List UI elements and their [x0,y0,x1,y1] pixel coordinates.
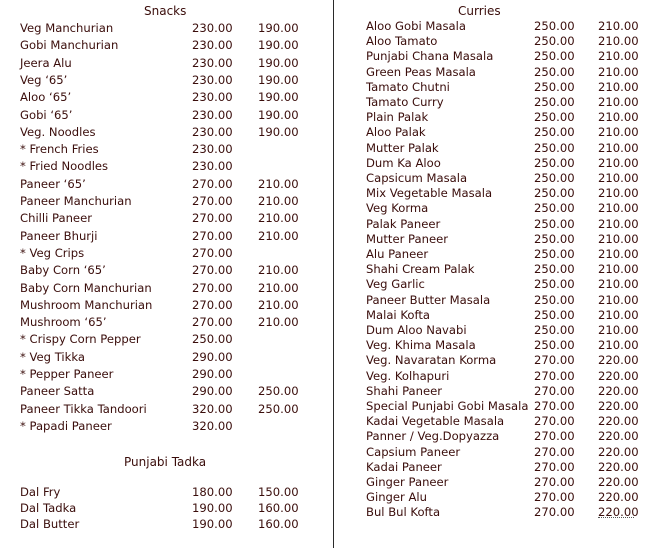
item-name: Capsicum Masala [366,171,468,185]
item-name: Paneer Tikka Tandoori [20,401,147,416]
item-price-half: 210.00 [258,315,299,330]
item-price-full: 250.00 [534,247,575,261]
item-price-half: 220.00 [598,490,639,505]
menu-item-row [366,231,650,247]
menu-item-row [20,72,320,88]
menu-item-row [20,124,320,140]
item-price-full: 250.00 [534,49,575,64]
item-price-half: 210.00 [598,95,639,109]
item-price-half: 160.00 [258,517,299,531]
item-price-full: 230.00 [192,55,233,70]
menu-item-row [20,418,320,434]
menu-item-row [20,193,320,209]
menu-item-row [20,297,320,313]
item-name: Shahi Paneer [366,383,443,398]
item-price-half: 210.00 [258,176,299,191]
item-price-full: 190.00 [192,517,233,531]
item-price-half: 190.00 [258,38,299,53]
item-price-full: 250.00 [534,338,575,353]
menu-item-row [366,216,650,232]
menu-item-row [366,155,650,171]
item-price-full: 270.00 [192,280,233,295]
item-price-full: 270.00 [192,315,233,330]
item-price-half: 190.00 [258,55,299,70]
menu-item-row [20,20,320,36]
item-price-half: 210.00 [598,186,639,201]
item-price-half: 210.00 [598,171,639,185]
item-price-half: 210.00 [258,228,299,243]
item-name: Dal Fry [20,485,61,499]
item-price-half: 190.00 [258,21,299,35]
menu-item-row [20,500,320,516]
item-name: Dum Ka Aloo [366,155,441,170]
curries-heading: Curries [458,4,501,18]
menu-item-row [20,176,320,192]
item-price-half: 210.00 [258,297,299,312]
item-price-half: 210.00 [598,247,639,261]
menu-item-row [20,245,320,261]
item-name: Mix Vegetable Masala [366,186,493,201]
item-price-half: 210.00 [258,280,299,295]
item-name: Baby Corn Manchurian [20,280,152,295]
item-price-half: 190.00 [258,124,299,139]
item-price-full: 250.00 [534,201,575,216]
item-price-full: 190.00 [192,501,233,515]
item-price-full: 270.00 [534,368,575,383]
item-name: Malai Kofta [366,307,430,322]
item-price-half: 210.00 [598,216,639,231]
item-name: Veg. Kolhapuri [366,368,450,383]
item-price-full: 250.00 [534,323,575,337]
item-price-full: 270.00 [534,383,575,398]
menu-item-row [20,401,320,417]
item-price-full: 250.00 [534,155,575,170]
item-price-full: 250.00 [534,125,575,140]
item-price-half: 220.00 [598,475,639,489]
item-price-full: 270.00 [192,211,233,226]
dotted-underline [598,517,634,518]
menu-item-row [20,484,320,500]
item-name: * Papadi Paneer [20,418,112,433]
menu-item-row [20,349,320,365]
menu-item-row [366,322,650,338]
menu-item-row [20,89,320,105]
item-price-full: 250.00 [192,332,233,347]
item-price-half: 210.00 [598,19,639,33]
item-price-half: 210.00 [598,338,639,353]
item-price-half: 220.00 [598,444,639,459]
item-price-half: 150.00 [258,485,299,499]
menu-item-row [366,383,650,399]
menu-item-row [366,246,650,262]
menu-item-row [366,474,650,490]
menu-item-row [366,368,650,384]
item-name: Bul Bul Kofta [366,505,441,520]
menu-item-row [20,331,320,347]
item-price-half: 210.00 [598,323,639,337]
menu-item-row [366,413,650,429]
menu-item-row [366,428,650,444]
item-price-half: 220.00 [598,505,639,520]
item-name: * Crispy Corn Pepper [20,332,141,347]
item-price-full: 250.00 [534,216,575,231]
menu-item-row [366,459,650,475]
item-name: Tamato Curry [366,95,444,109]
menu-item-row [20,210,320,226]
item-price-full: 230.00 [192,142,233,157]
item-price-half: 190.00 [258,72,299,87]
item-name: Baby Corn ‘65’ [20,263,106,278]
item-price-full: 250.00 [534,140,575,155]
item-name: Aloo Gobi Masala [366,19,466,33]
menu-item-row [20,366,320,382]
item-price-full: 270.00 [192,194,233,208]
item-name: Mushroom Manchurian [20,297,153,312]
item-price-half: 210.00 [258,194,299,208]
item-price-full: 250.00 [534,231,575,246]
item-name: Chilli Paneer [20,211,92,226]
menu-item-row [366,337,650,353]
menu-item-row [366,64,650,80]
menu-item-row [366,170,650,186]
item-name: Aloo ‘65’ [20,90,72,105]
item-price-half: 210.00 [598,125,639,140]
item-name: Kadai Vegetable Masala [366,414,505,429]
item-price-half: 210.00 [598,292,639,307]
menu-item-row [366,94,650,110]
item-price-half: 220.00 [598,429,639,444]
menu-item-row [20,314,320,330]
item-name: Ginger Alu [366,490,427,505]
item-price-half: 210.00 [598,307,639,322]
item-price-full: 250.00 [534,262,575,277]
menu-item-row [366,124,650,140]
item-price-full: 250.00 [534,19,575,33]
item-price-half: 210.00 [598,110,639,125]
menu-item-row [366,200,650,216]
item-name: Jeera Alu [20,55,72,70]
item-price-half: 210.00 [258,263,299,278]
column-divider [333,0,334,548]
item-price-full: 270.00 [192,245,233,260]
item-price-half: 210.00 [598,140,639,155]
item-price-half: 250.00 [258,384,299,399]
item-name: Paneer Manchurian [20,194,132,208]
menu-item-row [366,352,650,368]
item-price-full: 250.00 [534,186,575,201]
item-price-half: 210.00 [598,262,639,277]
menu-item-row [20,383,320,399]
item-price-half: 220.00 [598,459,639,474]
menu-item-row [20,280,320,296]
item-price-half: 160.00 [258,501,299,515]
item-name: * Veg Tikka [20,349,85,364]
menu-item-row [20,55,320,71]
item-name: Veg. Khima Masala [366,338,476,353]
item-price-half: 210.00 [598,155,639,170]
item-name: Mutter Palak [366,140,439,155]
item-price-full: 270.00 [192,297,233,312]
item-price-full: 250.00 [534,277,575,292]
item-price-full: 270.00 [192,263,233,278]
item-price-full: 270.00 [534,459,575,474]
item-name: Veg Korma [366,201,429,216]
item-price-full: 270.00 [534,353,575,368]
item-name: Ginger Paneer [366,475,449,489]
menu-item-row [366,261,650,277]
menu-item-row [366,33,650,49]
item-name: Capsium Paneer [366,444,461,459]
item-name: Dal Butter [20,517,80,531]
item-price-full: 250.00 [534,292,575,307]
menu-item-row [366,292,650,308]
item-name: Palak Paneer [366,216,441,231]
item-price-half: 220.00 [598,383,639,398]
menu-item-row [20,107,320,123]
item-price-full: 230.00 [192,107,233,122]
item-name: Veg Manchurian [20,21,114,35]
item-name: Veg ‘65’ [20,72,68,87]
item-price-full: 290.00 [192,367,233,381]
item-price-half: 250.00 [258,401,299,416]
menu-item-row [366,18,650,34]
item-price-half: 210.00 [258,211,299,226]
item-price-full: 320.00 [192,418,233,433]
item-name: Mutter Paneer [366,231,448,246]
item-name: Paneer Butter Masala [366,292,491,307]
item-price-full: 230.00 [192,21,233,35]
item-price-half: 210.00 [598,34,639,49]
item-name: Tamato Chutni [366,79,450,94]
item-name: Gobi ‘65’ [20,107,73,122]
item-price-full: 290.00 [192,349,233,364]
menu-item-row [20,262,320,278]
item-price-half: 210.00 [598,277,639,292]
item-name: Green Peas Masala [366,64,476,79]
item-price-half: 190.00 [258,107,299,122]
item-price-full: 270.00 [534,414,575,429]
item-name: Alu Paneer [366,247,429,261]
menu-item-row [366,48,650,64]
item-price-full: 250.00 [534,34,575,49]
menu-item-row [20,158,320,174]
menu-item-row [20,516,320,532]
item-price-half: 220.00 [598,353,639,368]
item-price-full: 230.00 [192,159,233,174]
item-name: Veg. Navaratan Korma [366,353,497,368]
item-price-full: 270.00 [534,475,575,489]
item-price-full: 230.00 [192,72,233,87]
item-price-full: 230.00 [192,38,233,53]
item-name: * French Fries [20,142,99,157]
menu-item-row [20,37,320,53]
item-name: * Fried Noodles [20,159,109,174]
item-price-full: 250.00 [534,171,575,185]
item-price-full: 270.00 [192,228,233,243]
item-name: Paneer ‘65’ [20,176,86,191]
item-price-full: 250.00 [534,110,575,125]
item-price-full: 270.00 [534,490,575,505]
item-name: * Pepper Paneer [20,367,114,381]
menu-item-row [366,185,650,201]
item-name: Kadai Paneer [366,459,442,474]
menu-item-row [366,276,650,292]
item-price-half: 210.00 [598,64,639,79]
menu-item-row [366,398,650,414]
punjabi-tadka-heading: Punjabi Tadka [124,455,207,469]
item-price-full: 250.00 [534,307,575,322]
item-name: Aloo Tamato [366,34,438,49]
item-name: * Veg Crips [20,245,85,260]
menu-item-row [366,444,650,460]
item-name: Dum Aloo Navabi [366,323,467,337]
item-price-half: 220.00 [598,368,639,383]
item-price-full: 180.00 [192,485,233,499]
item-name: Mushroom ‘65’ [20,315,107,330]
item-price-full: 320.00 [192,401,233,416]
item-price-half: 210.00 [598,201,639,216]
item-name: Paneer Satta [20,384,95,399]
item-price-half: 210.00 [598,231,639,246]
item-name: Plain Palak [366,110,429,125]
item-price-full: 230.00 [192,90,233,105]
item-price-half: 210.00 [598,49,639,64]
item-name: Aloo Palak [366,125,426,140]
item-price-full: 270.00 [534,429,575,444]
item-name: Paneer Bhurji [20,228,98,243]
menu-item-row [20,141,320,157]
menu-item-row [366,109,650,125]
item-price-full: 250.00 [534,95,575,109]
item-price-full: 250.00 [534,79,575,94]
item-name: Dal Tadka [20,501,77,515]
item-name: Punjabi Chana Masala [366,49,494,64]
item-name: Special Punjabi Gobi Masala [366,399,529,413]
menu-item-row [366,79,650,95]
item-price-full: 270.00 [534,399,575,413]
menu-item-row [366,489,650,505]
item-name: Veg Garlic [366,277,425,292]
item-price-full: 270.00 [192,176,233,191]
snacks-heading: Snacks [144,4,187,18]
item-price-half: 210.00 [598,79,639,94]
menu-item-row [20,228,320,244]
item-name: Veg. Noodles [20,124,96,139]
item-price-full: 270.00 [534,505,575,520]
menu-item-row [366,307,650,323]
item-name: Shahi Cream Palak [366,262,475,277]
item-price-half: 220.00 [598,414,639,429]
item-price-full: 270.00 [534,444,575,459]
menu-item-row [366,140,650,156]
item-price-full: 250.00 [534,64,575,79]
item-price-half: 190.00 [258,90,299,105]
item-price-half: 220.00 [598,399,639,413]
item-name: Gobi Manchurian [20,38,119,53]
item-price-full: 230.00 [192,124,233,139]
item-name: Panner / Veg.Dopyazza [366,429,500,444]
item-price-full: 290.00 [192,384,233,399]
